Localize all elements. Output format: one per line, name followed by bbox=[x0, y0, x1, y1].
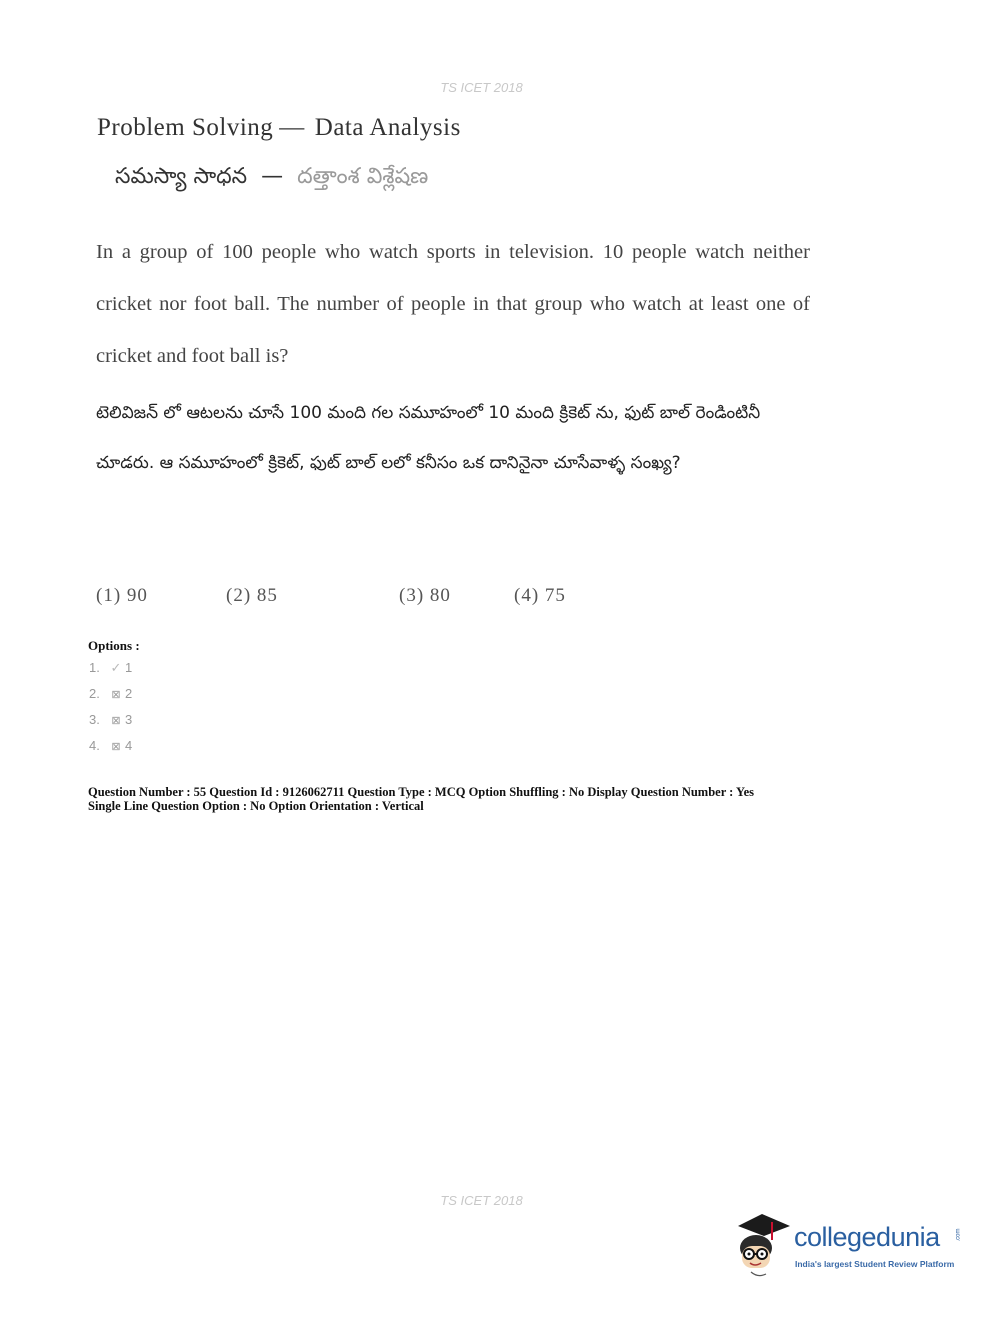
logo-suffix: .com bbox=[955, 1228, 962, 1242]
answer-choice-1: (1) 90 bbox=[96, 585, 148, 606]
check-icon: ✓ bbox=[110, 660, 122, 675]
cross-icon: ⊠ bbox=[111, 741, 121, 753]
option-number: 2. bbox=[89, 686, 100, 701]
section-title-telugu bbox=[115, 164, 428, 194]
section-title-dash: — bbox=[279, 114, 305, 141]
section-title-part1: Problem Solving bbox=[97, 114, 274, 141]
option-value: 1 bbox=[125, 660, 133, 675]
answer-choice-4: (4) 75 bbox=[514, 585, 566, 606]
watermark-bottom: TS ICET 2018 bbox=[440, 1193, 523, 1208]
option-row-3 bbox=[89, 712, 132, 727]
section-title bbox=[97, 114, 461, 142]
answer-choice-2: (2) 85 bbox=[226, 585, 278, 606]
question-metadata-line1: Question Number : 55 Question Id : 9126062711 Question Type : MCQ Option Shuffling : No Display Question Number : Yes bbox=[88, 785, 755, 799]
question-metadata bbox=[88, 785, 888, 813]
logo-wordmark: collegedunia bbox=[794, 1222, 940, 1252]
option-value: 2 bbox=[125, 686, 133, 701]
section-title-part2: Data Analysis bbox=[314, 114, 461, 141]
option-value: 3 bbox=[125, 712, 133, 727]
section-title-telugu-part2: దత్తాంశ విశ్లేషణ bbox=[297, 164, 429, 189]
question-metadata-line2: Single Line Question Option : No Option Orientation : Vertical bbox=[88, 799, 424, 813]
option-row-1 bbox=[89, 660, 132, 676]
option-row-2 bbox=[89, 686, 132, 701]
watermark-top: TS ICET 2018 bbox=[440, 80, 523, 95]
question-text-english: In a group of 100 people who watch sports in television. 10 people watch neither cricket nor foot ball. The number of people in that group who watch at least one of cricket and foot ball is? bbox=[96, 241, 810, 367]
option-number: 4. bbox=[89, 738, 100, 753]
option-number: 1. bbox=[89, 660, 100, 675]
mascot-icon bbox=[736, 1212, 794, 1282]
option-value: 4 bbox=[125, 738, 133, 753]
section-title-telugu-dash: — bbox=[261, 164, 284, 189]
option-row-4 bbox=[89, 738, 132, 753]
question-text-telugu: టెలివిజన్ లో ఆటలను చూసే 100 మంది గల సమూహంలో 10 మంది క్రికెట్ ను, ఫుట్ బాల్ రెండింటినీ చూడరు. ఆ సమూహంలో క్రికెట్, ఫుట్ బాల్ లలో కనీసం ఒక దానినైనా చూసేవాళ్ళ సంఖ్య? bbox=[96, 403, 761, 473]
collegedunia-logo bbox=[736, 1212, 966, 1282]
cross-icon: ⊠ bbox=[111, 715, 121, 727]
section-title-telugu-part1: సమస్యా సాధన bbox=[115, 164, 248, 189]
option-number: 3. bbox=[89, 712, 100, 727]
answer-choices bbox=[0, 585, 993, 615]
options-label: Options : bbox=[88, 638, 140, 653]
answer-choice-3: (3) 80 bbox=[399, 585, 451, 606]
cross-icon: ⊠ bbox=[111, 689, 121, 701]
logo-tagline: India's largest Student Review Platform bbox=[795, 1259, 955, 1269]
